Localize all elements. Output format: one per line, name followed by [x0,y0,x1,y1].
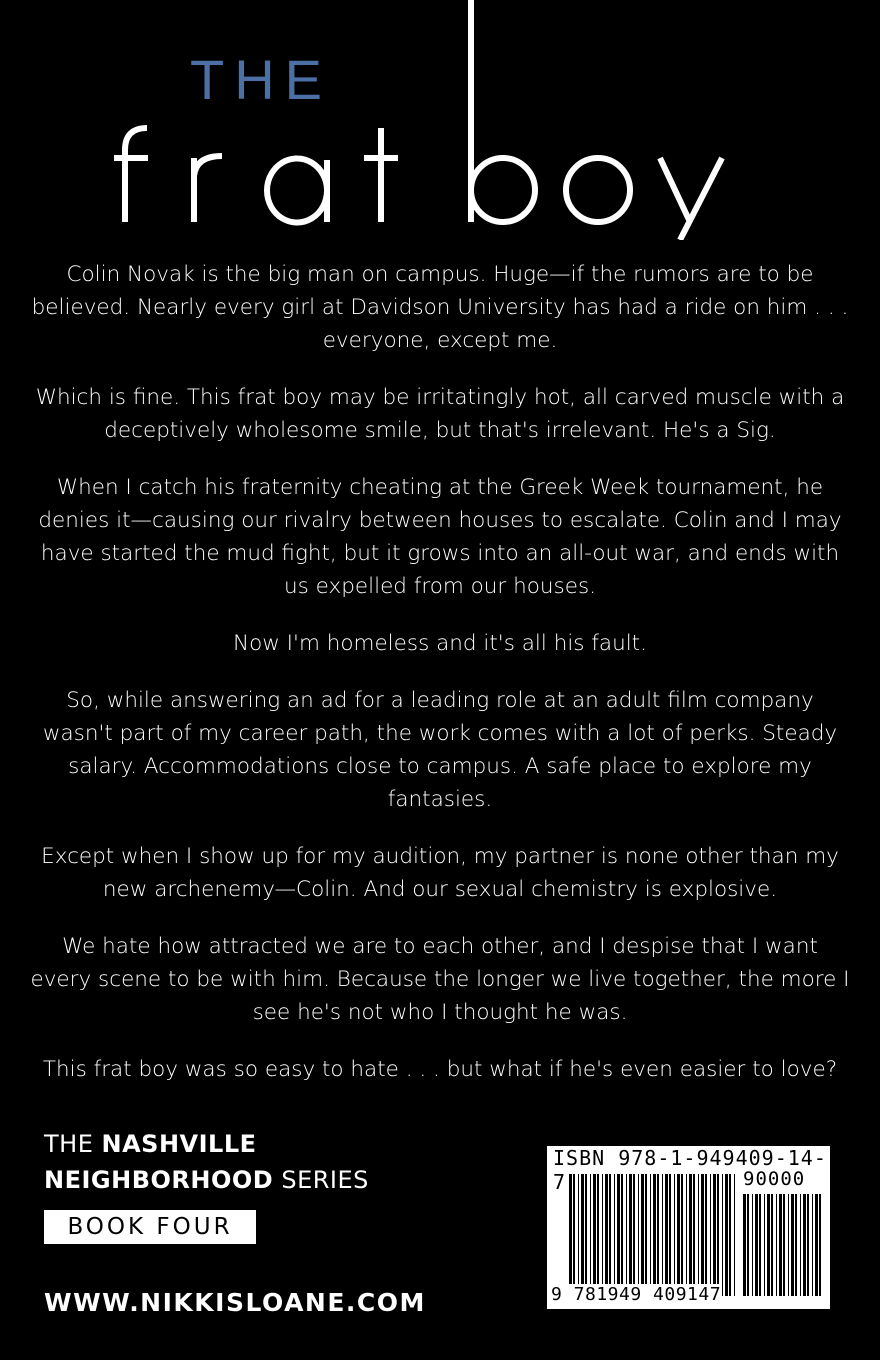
series-suffix: SERIES [281,1166,369,1194]
series-prefix: THE [44,1130,94,1158]
blurb-paragraph-4: Now I'm homeless and it's all his fault. [233,631,647,656]
title-prefix: THE [190,48,332,111]
blurb-paragraph-5: So, while answering an ad for a leading role at an adult film company wasn't part of my career path, the work comes with a lot of perks. Steady salary. Accommodations close to campus. A safe place to explore my fantasies. [42,688,838,812]
book-number-badge: BOOK FOUR [44,1210,256,1244]
series-line-2 [44,1162,369,1198]
title-letter-y [660,158,722,240]
blurb-paragraph-6: Except when I show up for my audition, my partner is none other than my new archenemy—Colin. And our sexual chemistry is explosive. [41,844,839,902]
title-letter-f [125,128,147,222]
series-name-line1: NASHVILLE [101,1130,257,1158]
isbn-label: ISBN 978-1-949409-14-7 [553,1146,827,1194]
author-website: WWW.NIKKISLOANE.COM [44,1288,426,1317]
barcode-digits: 9 781949 409147 [551,1284,722,1305]
blurb-paragraph-7: We hate how attracted we are to each other, and I despise that I want every scene to be with him. Because the longer we live together, the more I see he's not who I thought he was. [30,934,850,1025]
title-main [0,0,880,240]
title-letter-a [267,158,327,222]
price-code: 90000 [743,1168,806,1190]
isbn-barcode [547,1146,830,1309]
blurb-paragraph-3: When I catch his fraternity cheating at the Greek Week tournament, he denies it—causing our rivalry between houses to escalate. Colin and I may have started the mud fight, but it grows into an all-out war, and ends with us expelled from our houses. [38,475,842,599]
book-blurb [30,258,850,1110]
title-letter-o [566,158,630,222]
title-letter-r [194,156,222,222]
series-line-1 [44,1126,369,1162]
series-name-line2: NEIGHBORHOOD [44,1166,274,1194]
blurb-paragraph-1: Colin Novak is the big man on campus. Huge—if the rumors are to be believed. Nearly every girl at Davidson University has had a ride on him . . . everyone, except me. [31,262,849,353]
blurb-paragraph-2: Which is fine. This frat boy may be irritatingly hot, all carved muscle with a deceptively wholesome smile, but that's irrelevant. He's a Sig. [35,385,845,443]
title-letter-b-bowl [471,158,535,222]
blurb-paragraph-8: This frat boy was so easy to hate . . . but what if he's even easier to love? [42,1057,838,1082]
series-name [44,1126,369,1198]
